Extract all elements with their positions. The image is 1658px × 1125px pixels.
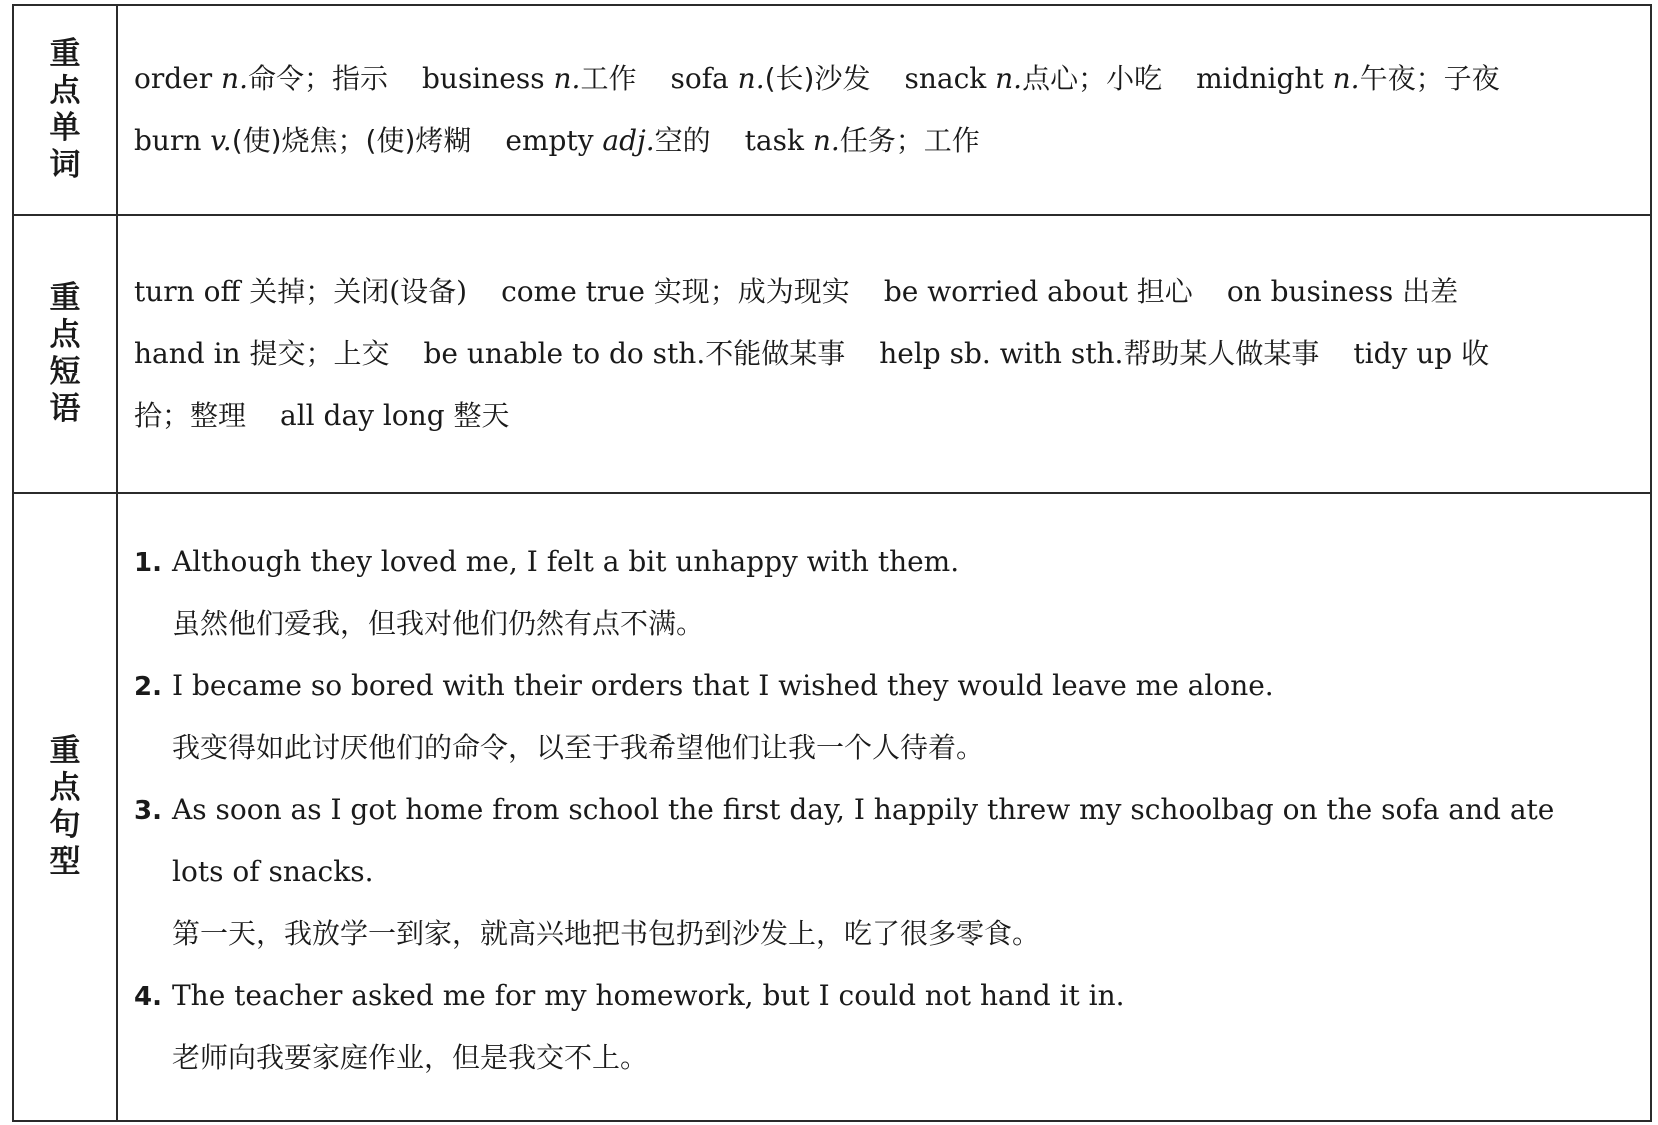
sentence-english: The teacher asked me for my homework, but I could not hand it in. — [172, 979, 1125, 1012]
sentences-label-cell — [13, 493, 117, 1121]
sentence-number: 3. — [134, 796, 162, 826]
sentence-zh-line — [134, 717, 1650, 779]
phrase-entry: turn off 关掉；关闭(设备) — [134, 275, 468, 308]
phrase-entry: 拾；整理 — [134, 399, 247, 432]
vocab-line — [134, 110, 1650, 172]
phrase-entry: be worried about 担心 — [883, 275, 1193, 308]
phrase-line — [134, 385, 1650, 447]
key-points-table — [12, 4, 1652, 1122]
vocab-entry: snack n.点心；小吃 — [904, 62, 1163, 95]
sentence-en-line — [134, 655, 1650, 717]
sentence-chinese: 老师向我要家庭作业，但是我交不上。 — [172, 1041, 649, 1074]
sentence-chinese: 我变得如此讨厌他们的命令，以至于我希望他们让我一个人待着。 — [172, 731, 985, 764]
sentence-number: 1. — [134, 548, 162, 578]
phrase-entry: be unable to do sth.不能做某事 — [423, 337, 846, 370]
sentence-english: Although they loved me, I felt a bit unhappy with them. — [172, 545, 960, 578]
phrase-entry: come true 实现；成为现实 — [501, 275, 850, 308]
sentence-en-line — [134, 531, 1650, 593]
phrases-row — [13, 215, 1651, 493]
sentence-en-line — [134, 779, 1650, 841]
vocab-entry: order n.命令；指示 — [134, 62, 388, 95]
sentence-en-line — [134, 965, 1650, 1027]
vocab-content — [117, 5, 1651, 215]
sentence-english: I became so bored with their orders that I wished they would leave me alone. — [172, 669, 1274, 702]
phrases-label: 重点短语 — [49, 280, 81, 427]
vocab-entry: task n.任务；工作 — [744, 124, 980, 157]
vocab-row — [13, 5, 1651, 215]
sentence-english: lots of snacks. — [172, 855, 374, 888]
phrase-entry: on business 出差 — [1226, 275, 1459, 308]
vocab-entry: burn v.(使)烧焦；(使)烤糊 — [134, 124, 472, 157]
sentence-english: As soon as I got home from school the first day, I happily threw my schoolbag on the sofa and ate — [172, 793, 1555, 826]
sentence-chinese: 虽然他们爱我，但我对他们仍然有点不满。 — [172, 607, 705, 640]
phrase-line — [134, 261, 1650, 323]
sentences-label: 重点句型 — [49, 733, 81, 880]
sentence-number: 4. — [134, 982, 162, 1012]
vocab-entry: business n.工作 — [421, 62, 637, 95]
sentence-number: 2. — [134, 672, 162, 702]
vocab-label-cell — [13, 5, 117, 215]
vocab-entry: empty adj.空的 — [505, 124, 711, 157]
sentence-list — [134, 525, 1650, 1089]
sentences-row — [13, 493, 1651, 1121]
phrase-entry: tidy up 收 — [1353, 337, 1490, 370]
sentence-chinese: 第一天，我放学一到家，就高兴地把书包扔到沙发上，吃了很多零食。 — [172, 917, 1041, 950]
phrase-entry: all day long 整天 — [280, 399, 510, 432]
vocab-line — [134, 48, 1650, 110]
sentence-zh-line — [134, 1027, 1650, 1089]
vocab-entry: midnight n.午夜；子夜 — [1196, 62, 1500, 95]
sentences-content — [117, 493, 1651, 1121]
phrase-line — [134, 323, 1650, 385]
vocab-label: 重点单词 — [49, 36, 81, 183]
sentence-en-line — [134, 841, 1650, 903]
phrase-entry: help sb. with sth.帮助某人做某事 — [879, 337, 1320, 370]
phrases-label-cell — [13, 215, 117, 493]
vocab-entry: sofa n.(长)沙发 — [670, 62, 871, 95]
phrase-entry: hand in 提交；上交 — [134, 337, 390, 370]
sentence-zh-line — [134, 593, 1650, 655]
phrases-content — [117, 215, 1651, 493]
sentence-zh-line — [134, 903, 1650, 965]
